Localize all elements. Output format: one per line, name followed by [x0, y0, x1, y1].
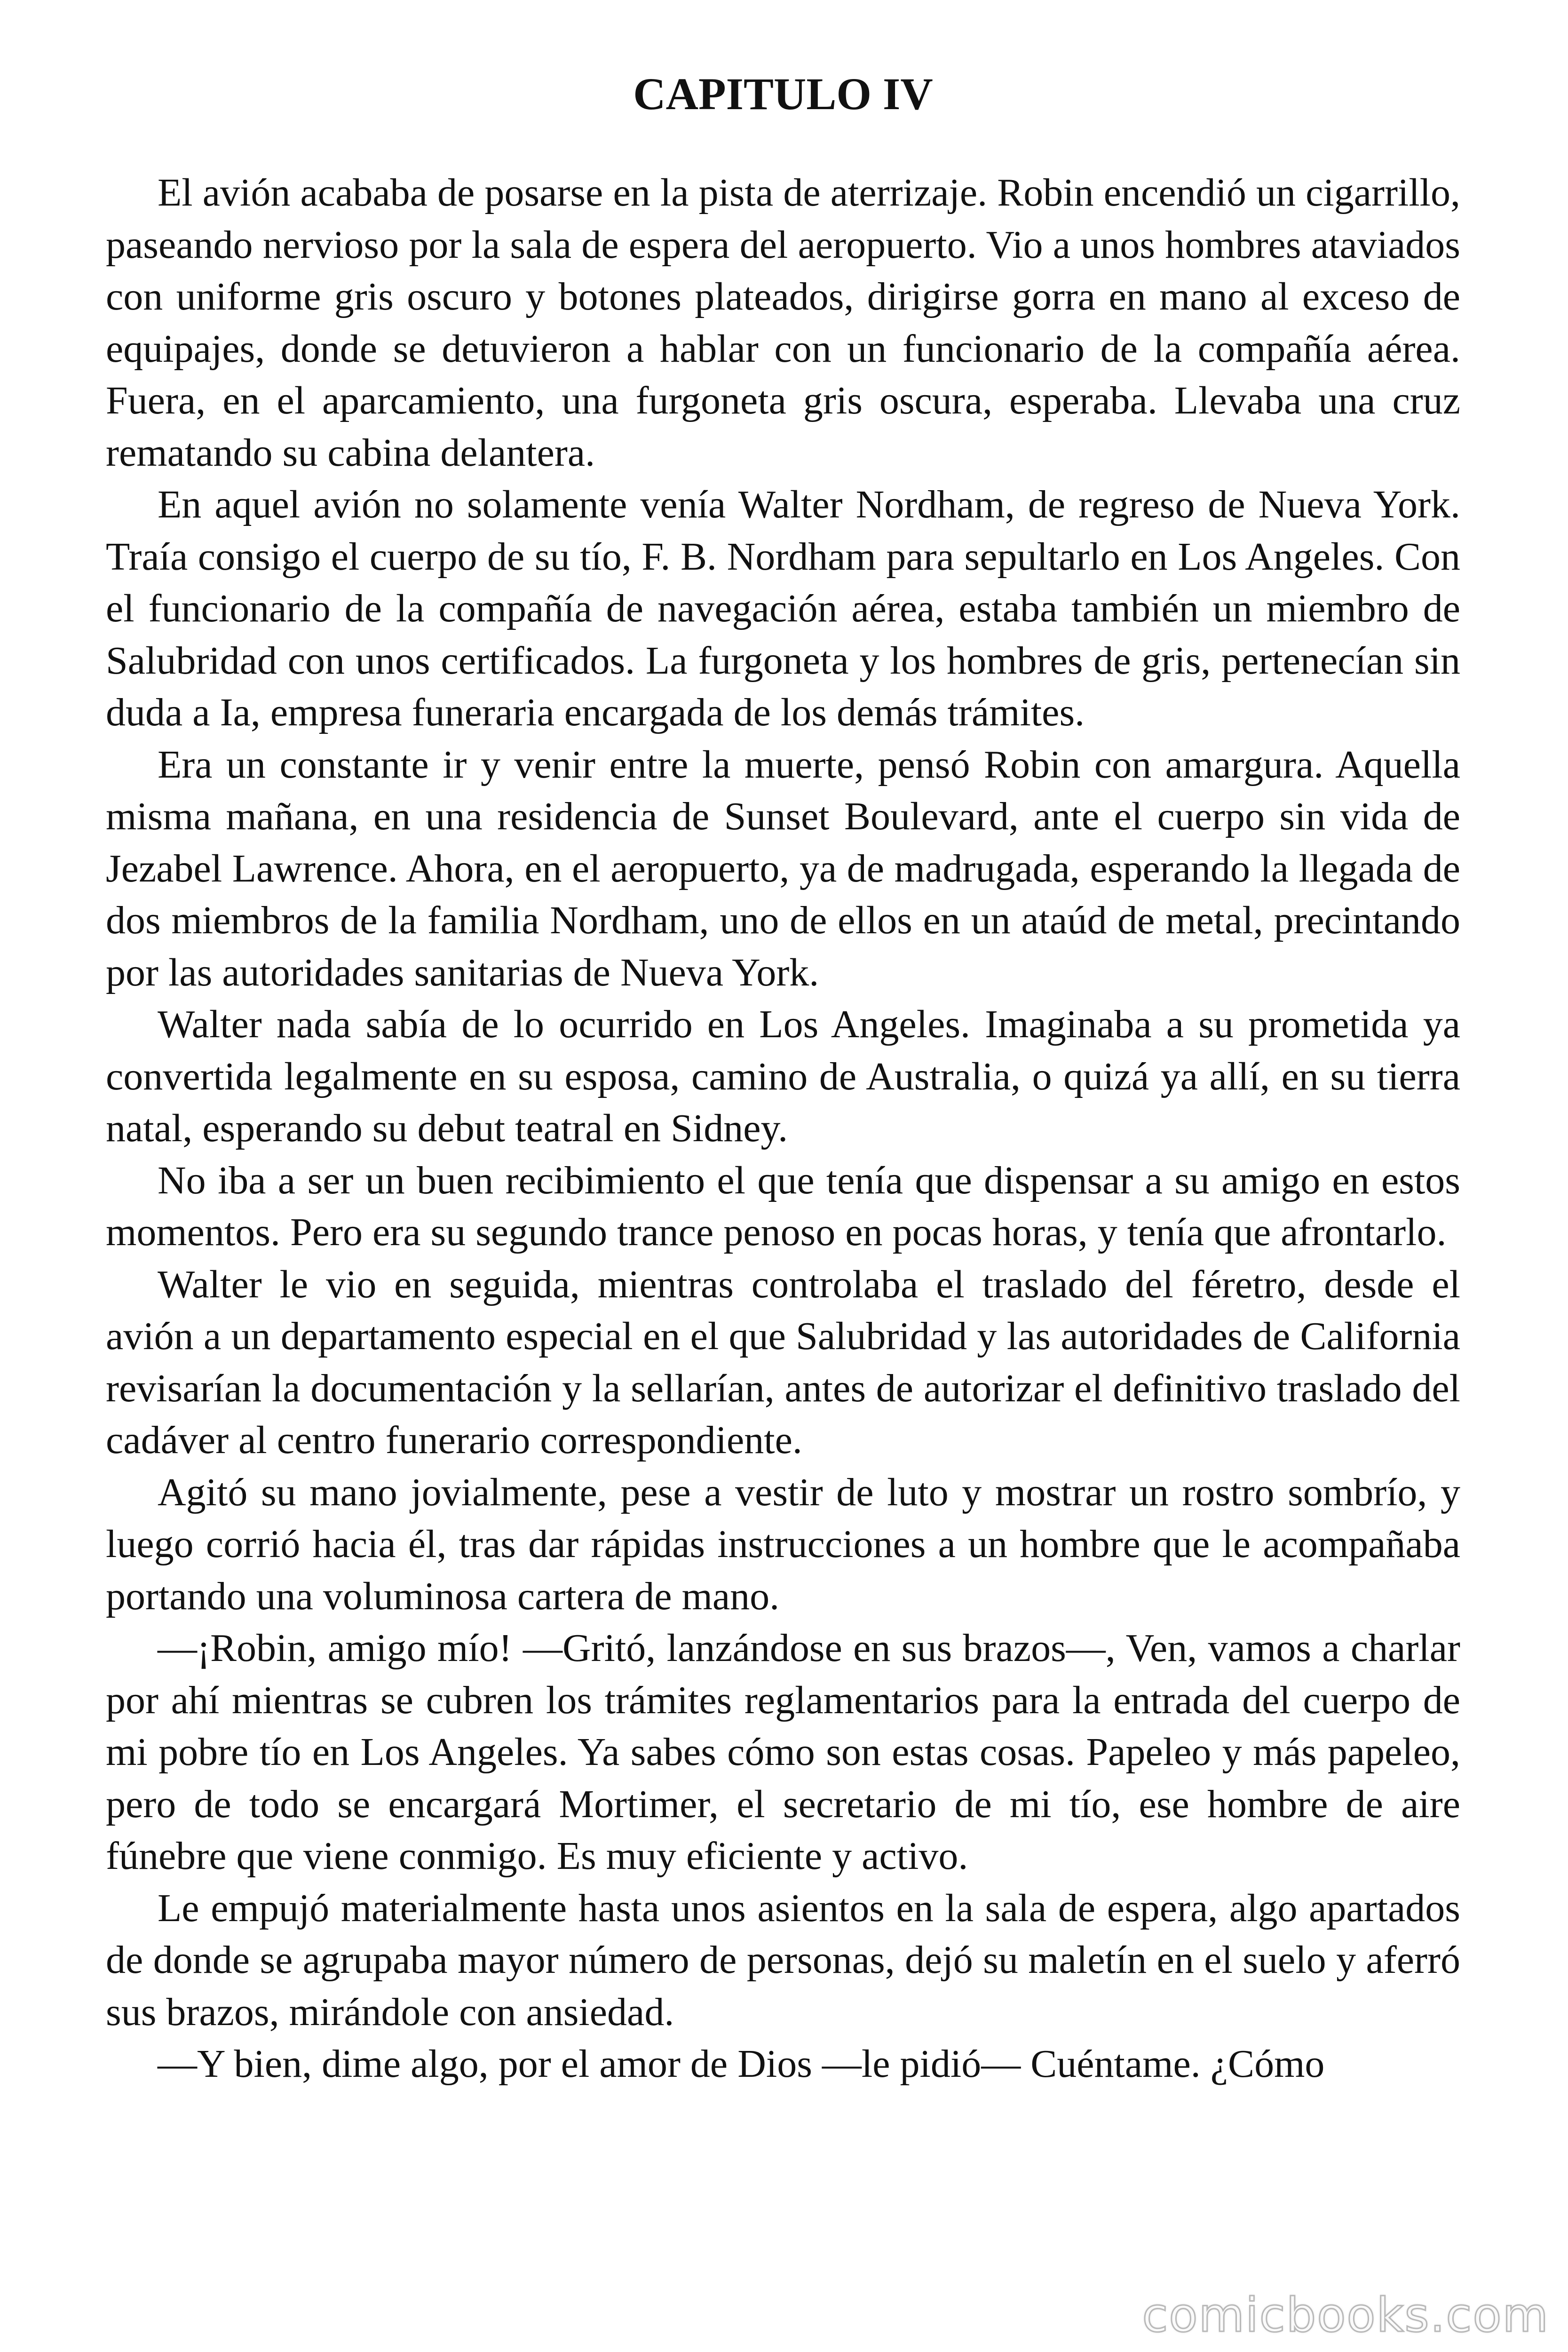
book-page	[106, 0, 1460, 2352]
body-text	[106, 167, 1460, 2090]
paragraph: No iba a ser un buen recibimiento el que tenía que dispensar a su amigo en estos momentos. Pero era su segundo trance penoso en pocas horas, y tenía que afrontarlo.	[106, 1158, 1460, 1254]
paragraph: Era un constante ir y venir entre la muerte, pensó Robin con amargura. Aquella misma mañana, en una residencia de Sunset Boulevard, ante el cuerpo sin vida de Jezabel Lawrence. Ahora, en el aeropuerto, ya de madrugada, esperando la llegada de dos miembros de la familia Nordham, uno de ellos en un ataúd de metal, precintando por las autoridades sanitarias de Nueva York.	[106, 742, 1460, 994]
paragraph: Le empujó materialmente hasta unos asientos en la sala de espera, algo apartados de donde se agrupaba mayor número de personas, dejó su maletín en el suelo y aferró sus brazos, mirándole con ansiedad.	[106, 1886, 1460, 2034]
paragraph: —Y bien, dime algo, por el amor de Dios —le pidió— Cuéntame. ¿Cómo	[158, 2042, 1325, 2086]
chapter-title: CAPITULO IV	[633, 69, 933, 119]
paragraph: Walter le vio en seguida, mientras controlaba el traslado del féretro, desde el avión a un departamento especial en el que Salubridad y las autoridades de California revisarían la documentación y la sellarían, antes de autorizar el definitivo traslado del cadáver al centro funerario correspondiente.	[106, 1262, 1460, 1462]
paragraph: En aquel avión no solamente venía Walter Nordham, de regreso de Nueva York. Traía consigo el cuerpo de su tío, F. B. Nordham para sepultarlo en Los Angeles. Con el funcionario de la compañía de navegación aérea, estaba también un miembro de Salubridad con unos certificados. La furgoneta y los hombres de gris, pertenecían sin duda a Ia, empresa funeraria encargada de los demás trámites.	[106, 483, 1460, 734]
watermark: comicbooks.com	[1142, 2288, 1549, 2343]
paragraph: —¡Robin, amigo mío! —Gritó, lanzándose en sus brazos—, Ven, vamos a charlar por ahí mientras se cubren los trámites reglamentarios para la entrada del cuerpo de mi pobre tío en Los Angeles. Ya sabes cómo son estas cosas. Papeleo y más papeleo, pero de todo se encargará Mortimer, el secretario de mi tío, ese hombre de aire fúnebre que viene conmigo. Es muy eficiente y activo.	[106, 1626, 1460, 1878]
paragraph: Agitó su mano jovialmente, pese a vestir de luto y mostrar un rostro sombrío, y luego corrió hacia él, tras dar rápidas instrucciones a un hombre que le acompañaba portando una voluminosa cartera de mano.	[106, 1470, 1460, 1618]
paragraph: Walter nada sabía de lo ocurrido en Los Angeles. Imaginaba a su prometida ya convertida legalmente en su esposa, camino de Australia, o quizá ya allí, en su tierra natal, esperando su debut teatral en Sidney.	[106, 1002, 1460, 1150]
paragraph: El avión acababa de posarse en la pista de aterrizaje. Robin encendió un cigarrillo, paseando nervioso por la sala de espera del aeropuerto. Vio a unos hombres ataviados con uniforme gris oscuro y botones plateados, dirigirse gorra en mano al exceso de equipajes, donde se detuvieron a hablar con un funcionario de la compañía aérea. Fuera, en el aparcamiento, una furgoneta gris oscura, esperaba. Llevaba una cruz rematando su cabina delantera.	[106, 171, 1460, 475]
